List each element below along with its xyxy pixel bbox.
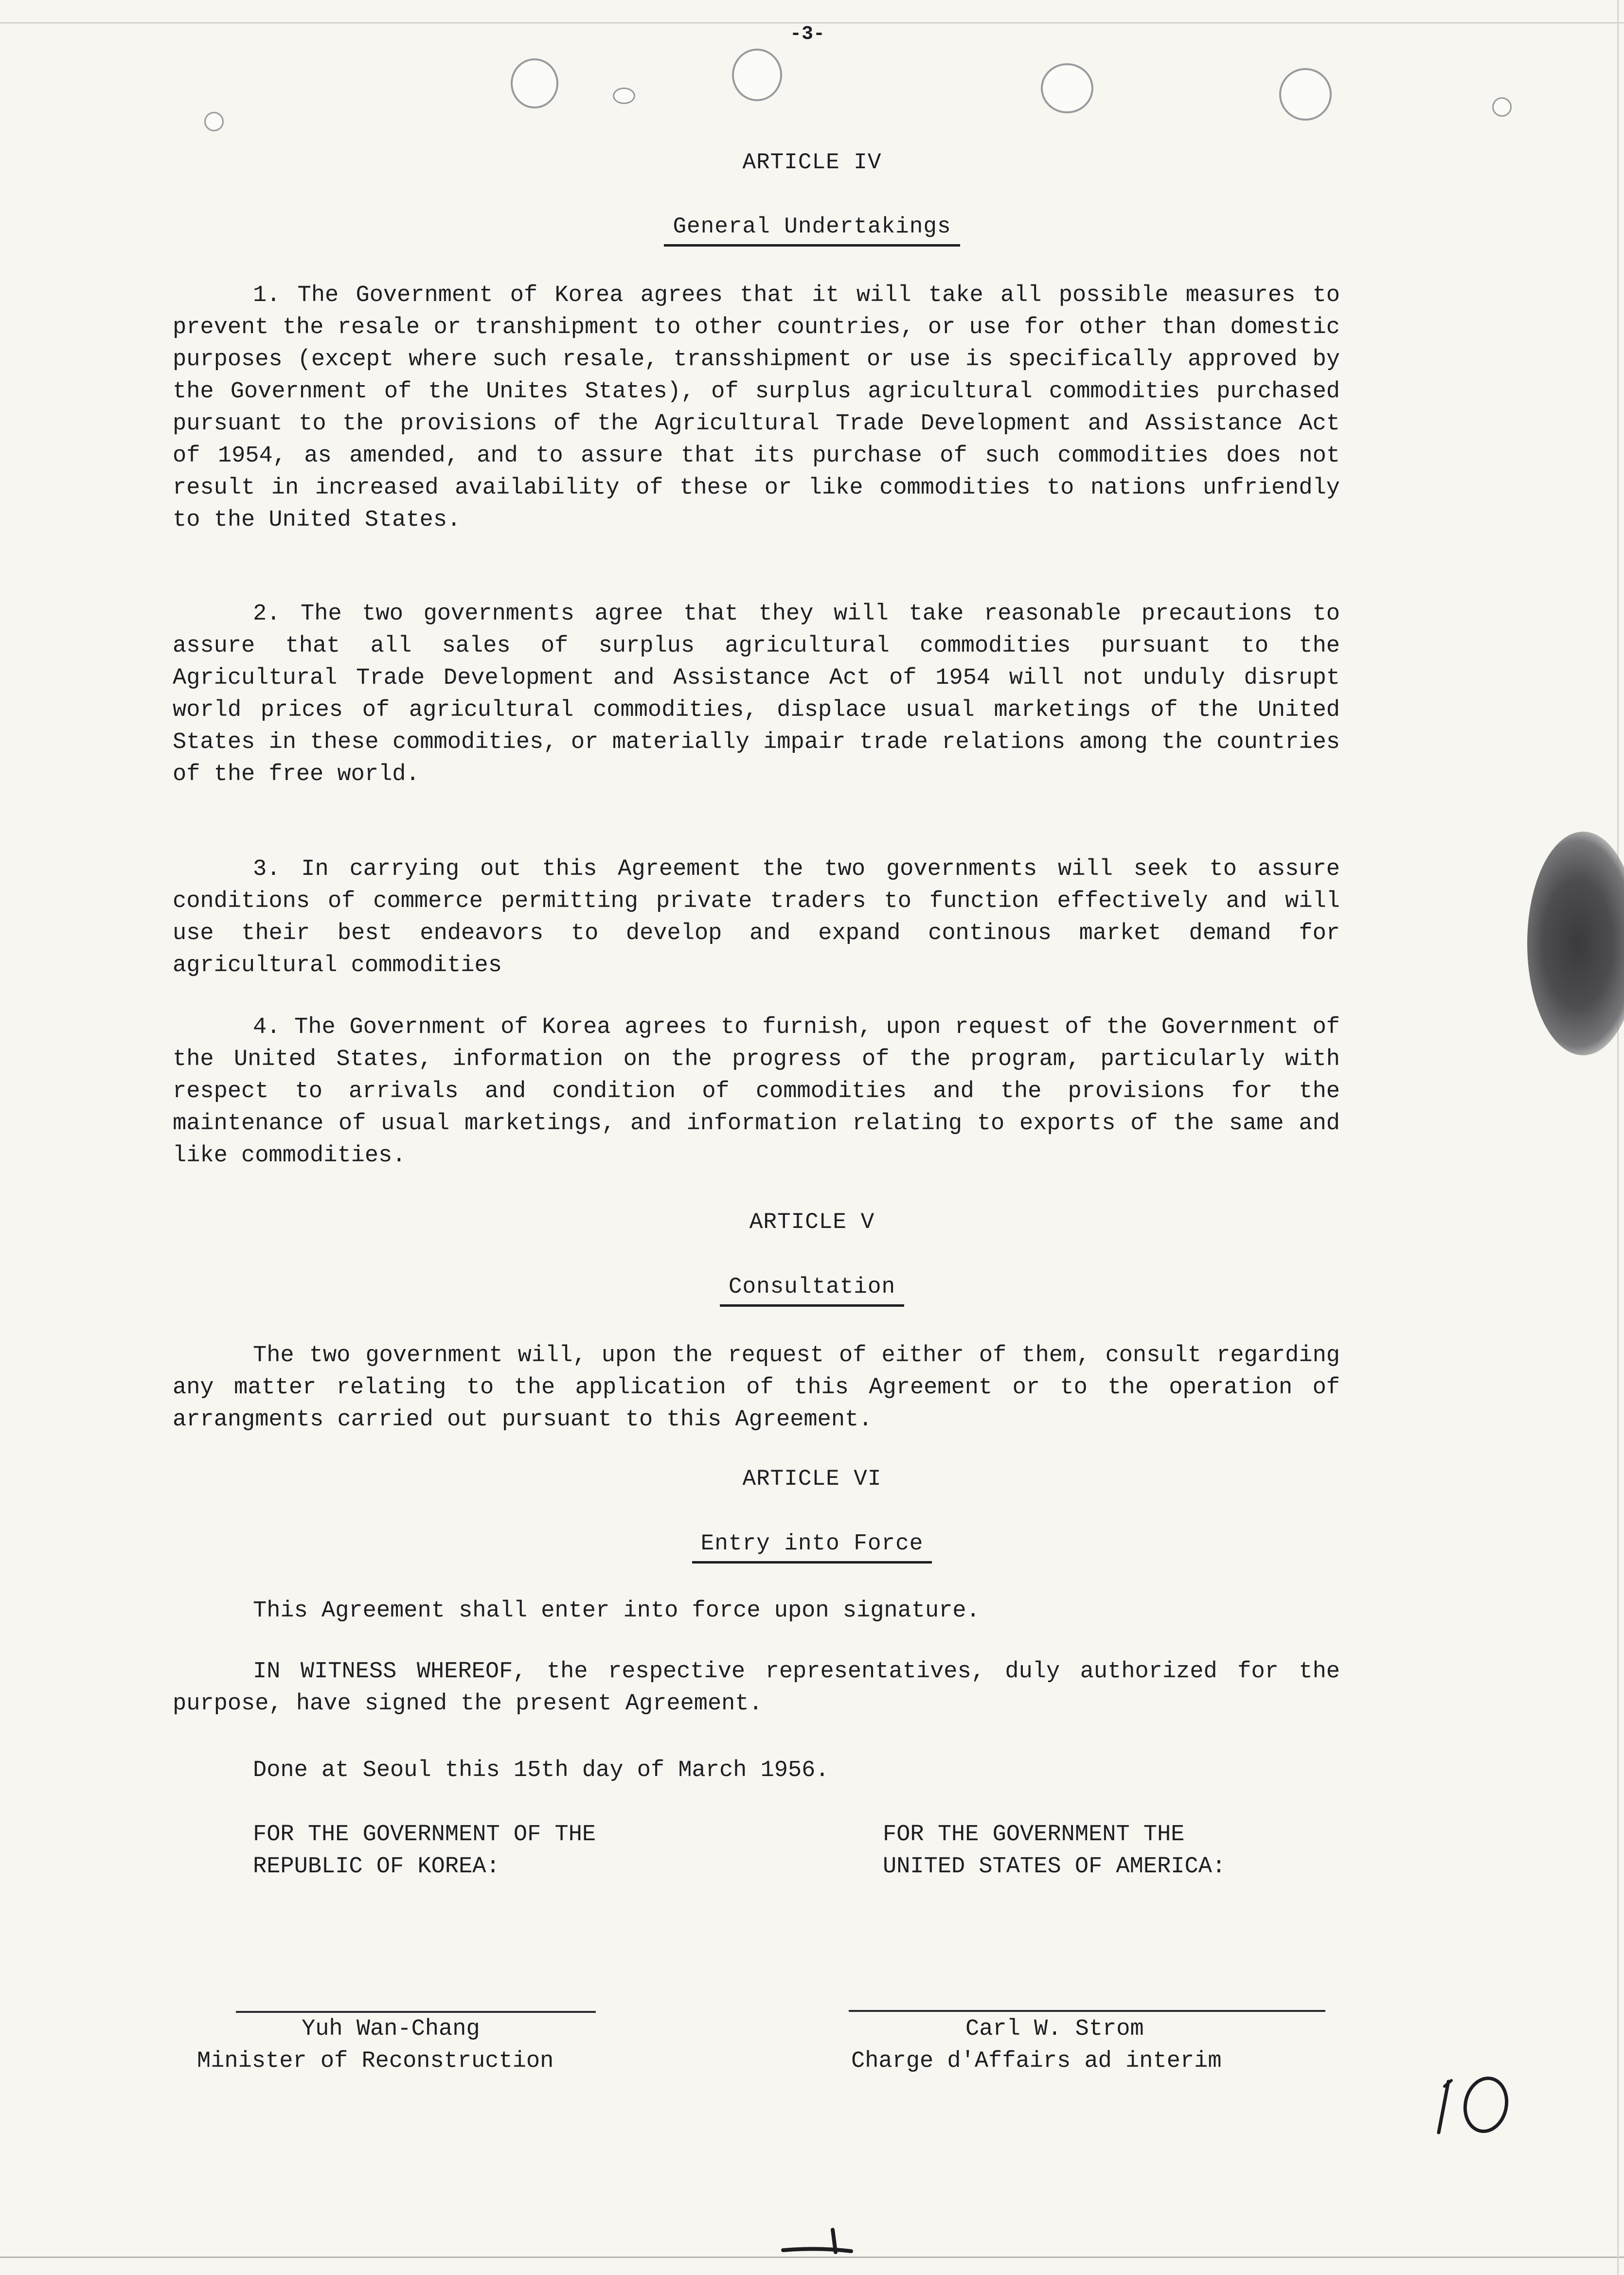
article-5-title: ARTICLE V xyxy=(749,1209,875,1235)
article-6-subtitle-text: Entry into Force xyxy=(692,1531,932,1564)
punch-hole-4 xyxy=(1279,68,1332,121)
article-6-subtitle xyxy=(0,1531,1624,1564)
article-6-paragraph-2: IN WITNESS WHEREOF, the respective representatives, duly authorized for the purpose, have signed the present Agreement. xyxy=(173,1659,1340,1717)
ink-smudge xyxy=(1527,832,1624,1055)
signer-right-name: Carl W. Strom xyxy=(965,2016,1144,2042)
article-4-subtitle xyxy=(0,214,1624,247)
signature-rule-left xyxy=(236,2011,596,2013)
handwritten-number xyxy=(1430,2067,1517,2145)
article-4-paragraph-3: 3. In carrying out this Agreement the two governments will seek to assure conditions of commerce permitting private traders to function effectively and will use their best endeavors to develop and expand continous market demand for agricultural commodities xyxy=(173,856,1340,978)
article-4-title: ARTICLE IV xyxy=(742,150,882,175)
page-number: -3- xyxy=(789,23,825,45)
signatory-right-line-1: FOR THE GOVERNMENT THE xyxy=(883,1822,1185,1848)
signature-rule-right xyxy=(849,2010,1325,2012)
article-4-paragraph-2: 2. The two governments agree that they will take reasonable precautions to assure that all sales of surplus agricultural commodities pursuant to the Agricultural Trade Development and Assistance Act of 1954 will not unduly disrupt world prices of agricultural commodities, displace usual marketings of the United States in these commodities, or materially impair trade relations among the countries of the free world. xyxy=(173,601,1340,787)
article-6-paragraph-3: Done at Seoul this 15th day of March 1956. xyxy=(253,1758,829,1783)
article-4-subtitle-text: General Undertakings xyxy=(664,214,960,247)
article-4-paragraph-1: 1. The Government of Korea agrees that it will take all possible measures to prevent the resale or transhipment to other countries, or use for other than domestic purposes (except where such resale, transshipment or use is specifically approved by the Government of the Unites States), of surplus agricultural commodities purchased pursuant to the provisions of the Agricultural Trade Development and Assistance Act of 1954, as amended, and to assure that its purchase of such commodities does not result in increased availability of these or like commodities to nations unfriendly to the United States. xyxy=(173,283,1340,533)
signatory-left-line-1: FOR THE GOVERNMENT OF THE xyxy=(253,1822,596,1848)
article-6-title: ARTICLE VI xyxy=(742,1466,882,1492)
punch-mark-small-3 xyxy=(1492,97,1512,117)
article-6-paragraph-1: This Agreement shall enter into force upon signature. xyxy=(253,1598,980,1624)
page-right-edge xyxy=(1617,0,1619,2275)
signatory-left-line-2: REPUBLIC OF KOREA: xyxy=(253,1854,500,1880)
punch-mark-small-2 xyxy=(613,88,635,104)
punch-hole-3 xyxy=(1041,63,1093,113)
signatory-right-line-2: UNITED STATES OF AMERICA: xyxy=(883,1854,1226,1880)
signer-right-title: Charge d'Affairs ad interim xyxy=(851,2048,1222,2074)
bottom-ink-mark xyxy=(778,2220,895,2259)
punch-hole-1 xyxy=(511,58,558,108)
article-4-paragraph-4: 4. The Government of Korea agrees to furnish, upon request of the Government of the United States, information on the progress of the program, particularly with respect to arrivals and condition of commodities and the provisions for the maintenance of usual marketings, and information relating to exports of the same and like commodities. xyxy=(173,1014,1340,1169)
punch-hole-2 xyxy=(732,49,782,101)
punch-mark-small-1 xyxy=(204,112,224,131)
signer-left-name: Yuh Wan-Chang xyxy=(302,2016,480,2042)
signer-left-title: Minister of Reconstruction xyxy=(197,2048,554,2074)
article-5-subtitle xyxy=(0,1274,1624,1307)
article-5-subtitle-text: Consultation xyxy=(720,1274,904,1307)
article-5-paragraph-1: The two government will, upon the request of either of them, consult regarding any matter relating to the application of this Agreement or to the operation of arrangments carried out pursuant to this Agreement. xyxy=(173,1343,1340,1433)
